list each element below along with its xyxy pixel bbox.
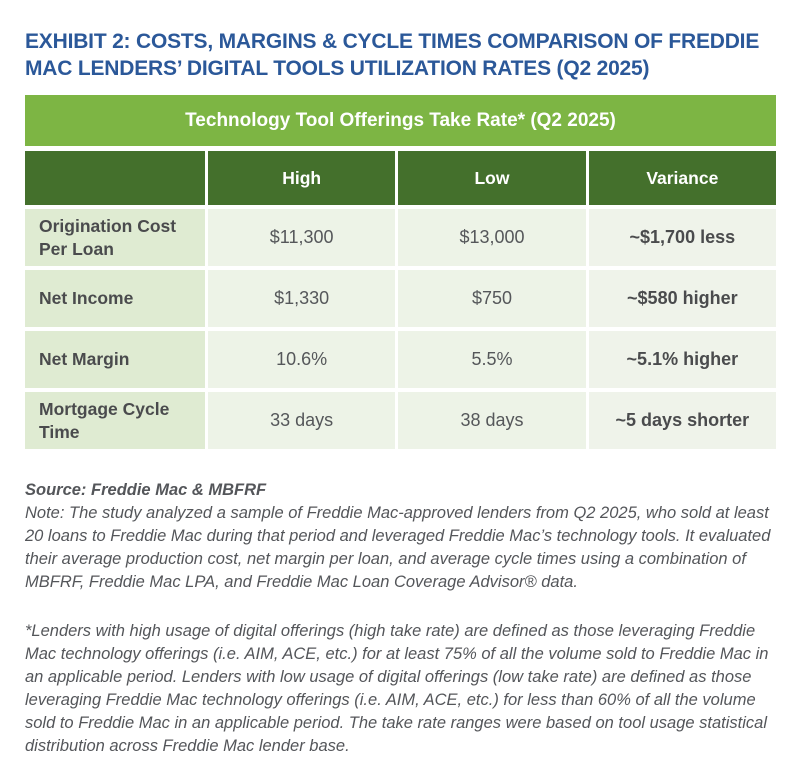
- cell-net-income-variance: ~$580 higher: [589, 270, 776, 327]
- column-header-variance: Variance: [589, 151, 776, 205]
- exhibit-title: EXHIBIT 2: COSTS, MARGINS & CYCLE TIMES COMPARISON OF FREDDIE MAC LENDERS’ DIGITAL TOOLS UTILIZATION RATES (Q2 2025): [25, 30, 760, 80]
- row-label-net-margin: Net Margin: [25, 331, 205, 388]
- column-header-blank: [25, 151, 205, 205]
- footnote-paragraph: *Lenders with high usage of digital offerings (high take rate) are defined as those leveraging Freddie Mac technology offerings (i.e. AIM, ACE, etc.) for at least 75% of all the volume sold to Freddie Mac in an applicable period. Lenders with low usage of digital offerings (low take rate) are defined as those leveraging Freddie Mac technology offerings (i.e. AIM, ACE, etc.) for less than 60% of all the volume sold to Freddie Mac in an applicable period. The take rate ranges were based on tool usage statistical distribution across Freddie Mac lender base.: [25, 622, 769, 755]
- table-grid: [25, 151, 776, 449]
- cell-net-margin-variance: ~5.1% higher: [589, 331, 776, 388]
- cell-net-income-low: $750: [398, 270, 585, 327]
- row-label-net-income: Net Income: [25, 270, 205, 327]
- cell-origination-cost-low: $13,000: [398, 209, 585, 266]
- cell-origination-cost-high: $11,300: [208, 209, 395, 266]
- cell-mortgage-cycle-time-low: 38 days: [398, 392, 585, 449]
- cell-origination-cost-variance: ~$1,700 less: [589, 209, 776, 266]
- take-rate-table: [25, 95, 776, 449]
- cell-net-income-high: $1,330: [208, 270, 395, 327]
- cell-net-margin-high: 10.6%: [208, 331, 395, 388]
- row-label-mortgage-cycle-time: Mortgage Cycle Time: [25, 392, 205, 449]
- row-label-origination-cost: Origination Cost Per Loan: [25, 209, 205, 266]
- table-banner: Technology Tool Offerings Take Rate* (Q2 2025): [25, 95, 776, 146]
- cell-net-margin-low: 5.5%: [398, 331, 585, 388]
- note-paragraph: Note: The study analyzed a sample of Freddie Mac-approved lenders from Q2 2025, who sold at least 20 loans to Freddie Mac during that period and leveraged Freddie Mac’s technology tools. It evaluated their average production cost, net margin per loan, and average cycle times using a combination of MBFRF, Freddie Mac LPA, and Freddie Mac Loan Coverage Advisor® data.: [25, 504, 771, 591]
- cell-mortgage-cycle-time-high: 33 days: [208, 392, 395, 449]
- column-header-high: High: [208, 151, 395, 205]
- cell-mortgage-cycle-time-variance: ~5 days shorter: [589, 392, 776, 449]
- column-header-low: Low: [398, 151, 585, 205]
- source-line: Source: Freddie Mac & MBFRF: [25, 481, 267, 499]
